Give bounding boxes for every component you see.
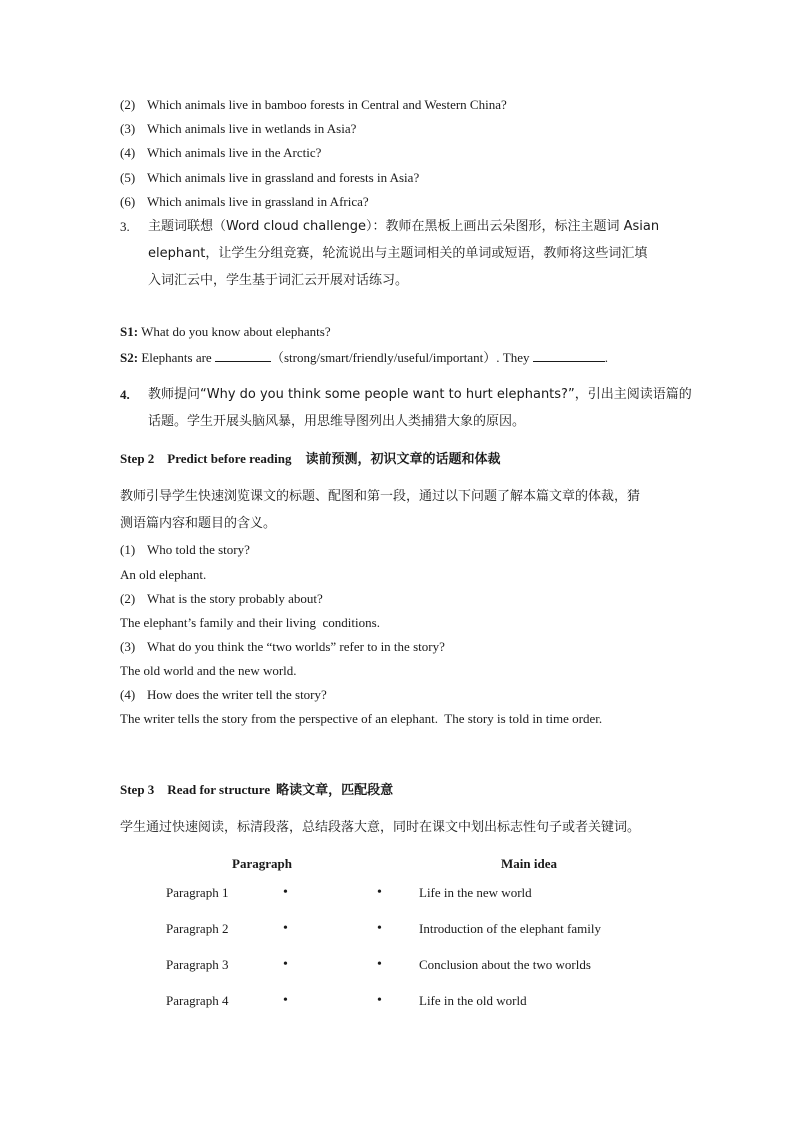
question-number: (3)	[120, 121, 136, 136]
item-3-number: 3.	[120, 219, 130, 234]
step-2-question	[120, 591, 323, 607]
step-heading-zh: 略读文章，匹配段意	[276, 783, 394, 798]
step-2-answer: The writer tells the story from the perspective of an elephant. The story is told in time order.	[120, 711, 603, 726]
right-match-dot[interactable]: •	[377, 885, 382, 900]
main-idea-label: Introduction of the elephant family	[419, 921, 601, 936]
main-idea-label: Conclusion about the two worlds	[419, 957, 591, 972]
main-idea-label: Life in the new world	[419, 885, 532, 900]
question-text: Which animals live in grassland in Africa?	[147, 194, 369, 209]
dialogue-s2	[120, 349, 608, 366]
step-3-intro: 学生通过快速阅读，标清段落，总结段落大意，同时在课文中划出标志性句子或者关键词。	[120, 820, 641, 835]
step-heading-zh: 读前预测，初识文章的话题和体裁	[305, 452, 501, 467]
question-number: (2)	[120, 97, 136, 112]
left-match-dot[interactable]: •	[283, 921, 288, 936]
dialogue-s1	[120, 324, 331, 340]
question-4	[120, 145, 321, 161]
paragraph-label: Paragraph 4	[166, 993, 229, 1008]
item-3-line-3: 入词汇云中，学生基于词汇云开展对话练习。	[148, 273, 409, 288]
question-5	[120, 170, 419, 186]
question-text: What do you think the “two worlds” refer to in the story?	[147, 639, 445, 654]
question-text: Which animals live in grassland and forests in Asia?	[147, 170, 420, 185]
step-2-intro-line-1: 教师引导学生快速浏览课文的标题、配图和第一段，通过以下问题了解本篇文章的体裁，猜	[120, 489, 641, 504]
step-2-answer: The old world and the new world.	[120, 663, 297, 678]
speaker-text: What do you know about elephants?	[138, 324, 331, 339]
question-number: (4)	[120, 687, 136, 702]
speaker-label: S2:	[120, 350, 139, 365]
speaker-text: .	[604, 350, 608, 365]
step-3-heading	[120, 782, 393, 799]
item-4-line-2: 话题。学生开展头脑风暴，用思维导图列出人类捕猎大象的原因。	[148, 414, 526, 429]
speaker-label: S1:	[120, 324, 139, 339]
fill-blank[interactable]	[215, 349, 271, 362]
left-match-dot[interactable]: •	[283, 957, 288, 972]
step-2-answer: The elephant’s family and their living conditions.	[120, 615, 380, 630]
question-number: (2)	[120, 591, 136, 606]
paragraph-label: Paragraph 1	[166, 885, 229, 900]
question-text: Which animals live in the Arctic?	[147, 145, 322, 160]
question-number: (1)	[120, 542, 136, 557]
speaker-text: Elephants are	[138, 350, 215, 365]
question-text: Who told the story?	[147, 542, 250, 557]
step-2-question	[120, 639, 445, 655]
right-match-dot[interactable]: •	[377, 993, 382, 1008]
step-heading-en: Step 3 Read for structure	[120, 782, 271, 797]
question-number: (4)	[120, 145, 136, 160]
fill-blank[interactable]	[533, 349, 605, 362]
question-number: (6)	[120, 194, 136, 209]
main-idea-label: Life in the old world	[419, 993, 527, 1008]
step-2-answer: An old elephant.	[120, 567, 207, 582]
item-4-number: 4.	[120, 387, 130, 402]
question-3	[120, 121, 356, 137]
step-2-heading	[120, 451, 501, 468]
question-text: Which animals live in bamboo forests in Central and Western China?	[147, 97, 507, 112]
step-2-question	[120, 687, 327, 703]
item-4-line-1: 教师提问“Why do you think some people want to hurt elephants?”，引出主阅读语篇的	[148, 387, 692, 402]
speaker-text: （strong/smart/friendly/useful/important）. They	[270, 350, 533, 365]
question-text: How does the writer tell the story?	[147, 687, 327, 702]
left-match-dot[interactable]: •	[283, 885, 288, 900]
column-header-main-idea: Main idea	[501, 856, 557, 871]
item-3-line-2: elephant，让学生分组竞赛，轮流说出与主题词相关的单词或短语，教师将这些词汇填	[148, 246, 648, 261]
step-2-question	[120, 542, 250, 558]
right-match-dot[interactable]: •	[377, 921, 382, 936]
paragraph-label: Paragraph 2	[166, 921, 229, 936]
question-number: (3)	[120, 639, 136, 654]
step-2-intro-line-2: 测语篇内容和题目的含义。	[120, 516, 277, 531]
left-match-dot[interactable]: •	[283, 993, 288, 1008]
question-6	[120, 194, 369, 210]
item-3-line-1: 主题词联想（Word cloud challenge）：教师在黑板上画出云朵图形，标注主题词 Asian	[148, 219, 660, 234]
question-text: Which animals live in wetlands in Asia?	[147, 121, 357, 136]
question-number: (5)	[120, 170, 136, 185]
question-2	[120, 97, 507, 113]
paragraph-label: Paragraph 3	[166, 957, 229, 972]
column-header-paragraph: Paragraph	[232, 856, 292, 871]
right-match-dot[interactable]: •	[377, 957, 382, 972]
question-text: What is the story probably about?	[147, 591, 323, 606]
step-heading-en: Step 2 Predict before reading	[120, 451, 292, 466]
